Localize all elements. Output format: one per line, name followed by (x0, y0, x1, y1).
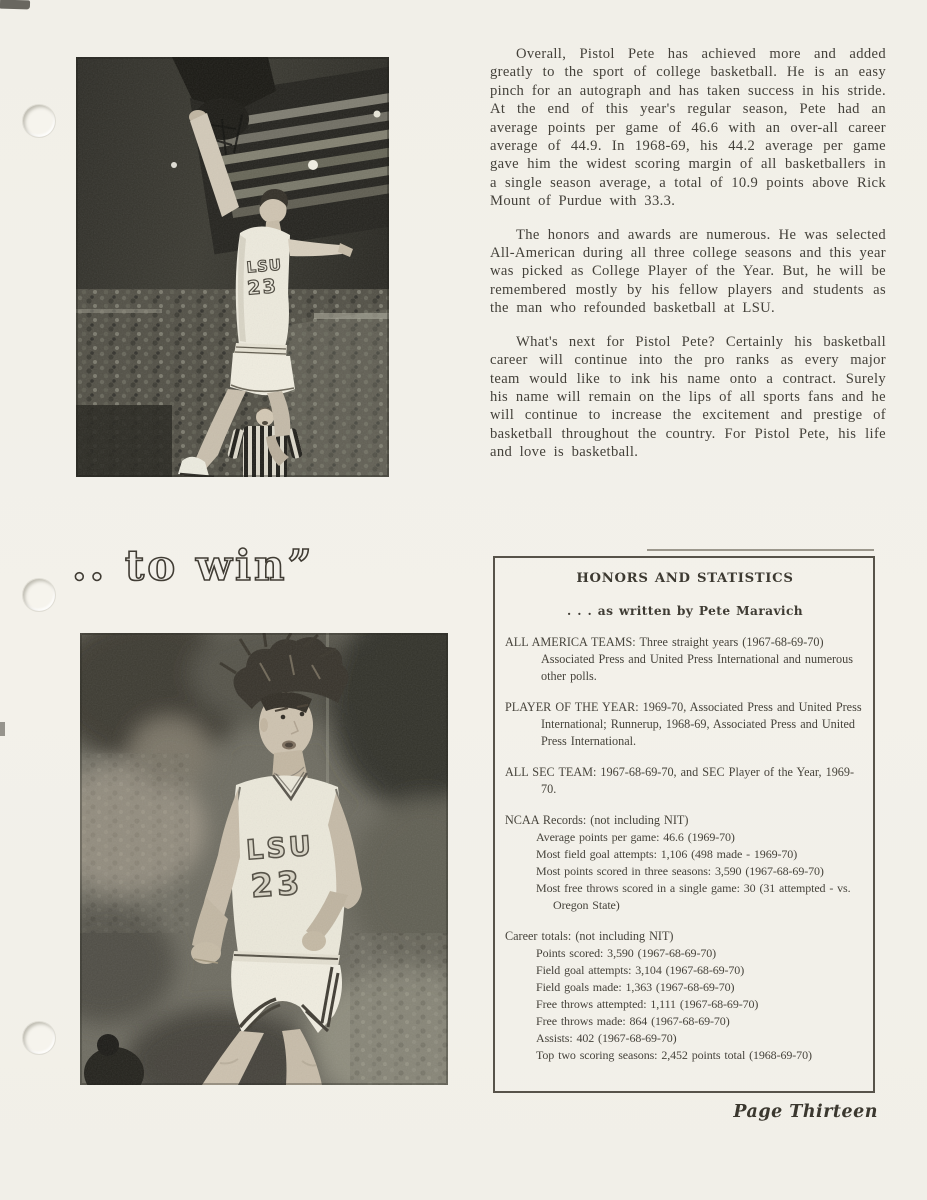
ncaa-record-line: Most free throws scored in a single game: 30 (31 attempted - vs. Oregon State) (536, 881, 851, 912)
honors-statistics-box (493, 556, 875, 1093)
career-total-line: Free throws made: 864 (1967-68-69-70) (536, 1014, 730, 1028)
punch-hole-bottom (22, 1021, 56, 1055)
stats-item-all-america: ALL AMERICA TEAMS: Three straight years (1967-68-69-70) Associated Press and United Press International and numerous other polls. (505, 635, 853, 683)
caption-to-win (64, 530, 374, 598)
career-total-line: Points scored: 3,590 (1967-68-69-70) (536, 946, 717, 960)
article-paragraph: The honors and awards are numerous. He was selected All-American during all three college seasons and this year was picked as College Player of the Year. But, he will be remembered mostly by his fellow players and students as the man who refounded basketball at LSU. (490, 226, 886, 317)
jersey-team-text: LSU (245, 830, 315, 867)
ncaa-records-lead: NCAA Records: (not including NIT) (505, 813, 689, 827)
court-photo-art (80, 633, 448, 1085)
page-number: Page Thirteen (733, 1102, 878, 1122)
article-paragraph: What's next for Pistol Pete? Certainly his basketball career will continue into the pro ranks as every major team would like to ink his name onto a contract. Surely his name will remain on the lips of all sports fans and he will continue to increase the excitement and prestige of basketball throughout the country. For Pistol Pete, his life and love is basketball. (490, 333, 886, 461)
punch-hole-top (22, 104, 56, 138)
career-total-line: Field goals made: 1,363 (1967-68-69-70) (536, 980, 735, 994)
jersey-team-text: LSU (245, 255, 283, 277)
career-totals-group (505, 928, 865, 1064)
career-totals-lead: Career totals: (not including NIT) (505, 929, 674, 943)
career-total-line: Field goal attempts: 3,104 (1967-68-69-70) (536, 963, 745, 977)
layup-photo-art (76, 57, 389, 477)
stats-item-player-of-year: PLAYER OF THE YEAR: 1969-70, Associated Press and United Press International; Runnerup, 1968-69, Associated Press and United Press International. (505, 700, 862, 748)
stats-box-subtitle: . . . as written by Pete Maravich (566, 604, 804, 618)
article-column (490, 45, 886, 462)
stats-box-title: HONORS AND STATISTICS (576, 571, 794, 586)
scan-edge-mark (0, 722, 5, 736)
article-paragraph: Overall, Pistol Pete has achieved more and added greatly to the sport of college basketball. He is an easy pinch for an autograph and has taken success in his stride. At the end of this year's regular season, Pete had an average points per game of 46.6 with an over-all career average of 44.9. In 1968-69, his 44.2 average per game gave him the widest scoring margin of all basketballers in a single season average, a total of 10.9 points above Rick Mount of Purdue with 33.3. (490, 46, 886, 210)
stats-item-all-sec: ALL SEC TEAM: 1967-68-69-70, and SEC Player of the Year, 1969-70. (505, 765, 855, 796)
career-total-line: Free throws attempted: 1,111 (1967-68-69-70) (536, 997, 759, 1011)
caption-outline-text: .. to win” (72, 541, 315, 590)
photo-maravich-court (80, 633, 448, 1085)
scan-smudge (0, 0, 30, 9)
punch-hole-middle (22, 578, 56, 612)
ncaa-record-line: Most points scored in three seasons: 3,590 (1967-68-69-70) (536, 864, 824, 878)
career-total-line: Assists: 402 (1967-68-69-70) (536, 1031, 677, 1045)
scan-line-artifact (647, 549, 874, 551)
ncaa-record-line: Average points per game: 46.6 (1969-70) (536, 830, 735, 844)
ncaa-records-group (505, 812, 865, 914)
career-total-line: Top two scoring seasons: 2,452 points total (1968-69-70) (536, 1048, 812, 1062)
photo-maravich-layup (76, 57, 389, 477)
ncaa-record-line: Most field goal attempts: 1,106 (498 made - 1969-70) (536, 847, 798, 861)
jersey-number-text: 23 (249, 863, 305, 906)
jersey-number-text: 23 (246, 275, 279, 300)
